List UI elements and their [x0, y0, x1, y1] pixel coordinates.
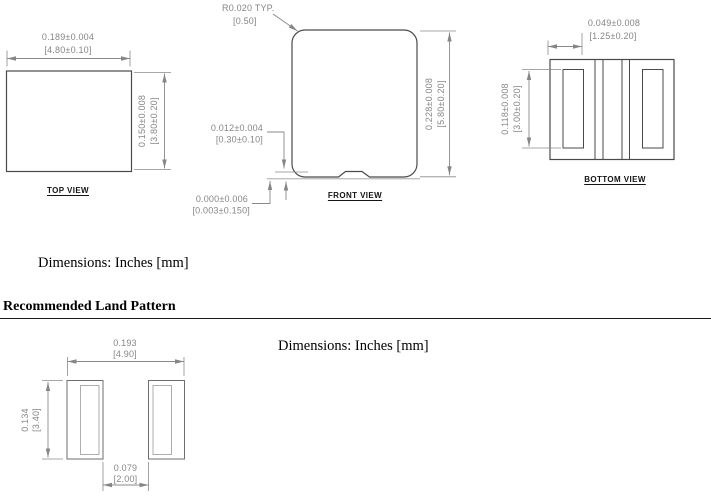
section-divider: [0, 318, 711, 319]
dim-text-bottom-pad-height-mm: [3.00±0.20]: [512, 85, 522, 133]
dim-text-front-height-in: 0.228±0.008: [424, 77, 434, 131]
land-pattern-heading: Recommended Land Pattern: [3, 299, 176, 314]
dim-text-top-width-in: 0.189±0.004: [41, 32, 95, 42]
front-view-label: FRONT VIEW: [327, 191, 383, 200]
dim-text-land-gap-in: 0.079: [113, 463, 138, 473]
dim-text-top-width-mm: [4.80±0.10]: [44, 45, 92, 55]
dim-text-front-radius-mm: [0.50]: [233, 16, 257, 26]
dim-text-front-step-mm: [0.30±0.10]: [215, 134, 263, 145]
land-pattern-pad-right: [149, 381, 185, 460]
leader-line-radius: [273, 14, 298, 31]
bottom-view-pad-left: [563, 70, 584, 149]
dim-text-land-height-mm: [3.40]: [31, 408, 41, 432]
dim-text-top-height-mm: [3.80±0.20]: [149, 97, 159, 145]
front-view-outline: [292, 30, 417, 177]
dimensions-note-2: Dimensions: Inches [mm]: [278, 338, 429, 354]
bottom-view-outline: [550, 60, 674, 160]
dim-text-front-coplanarity-mm: [0.003±0.150]: [192, 205, 250, 216]
dim-text-land-width-in: 0.193: [113, 338, 137, 348]
dim-text-land-height-in: 0.134: [20, 408, 30, 432]
dim-text-front-height-mm: [5.80±0.20]: [436, 80, 446, 128]
dim-text-front-step-in: 0.012±0.004: [210, 123, 263, 133]
top-view-label: TOP VIEW: [46, 186, 90, 195]
dim-text-bottom-pad-height-in: 0.118±0.008: [500, 83, 510, 135]
land-pattern-pad-left-inner: [81, 386, 100, 455]
leader-line-step: [267, 132, 284, 169]
dim-text-bottom-pad-width-mm: [1.25±0.20]: [589, 31, 637, 41]
dim-text-land-gap-mm: [2.00]: [113, 474, 138, 484]
dim-text-top-height-in: 0.150±0.008: [137, 94, 147, 148]
dim-text-land-width-mm: [4.90]: [113, 349, 137, 359]
land-pattern-pad-left: [67, 381, 103, 460]
bottom-view-label: BOTTOM VIEW: [584, 175, 646, 184]
dimensions-note-1: Dimensions: Inches [mm]: [38, 255, 189, 271]
top-view-outline: [7, 71, 132, 172]
leader-line-coplanarity: [252, 181, 270, 204]
dim-text-front-radius-in: R0.020 TYP.: [222, 3, 275, 13]
land-pattern-pad-right-inner: [153, 386, 172, 455]
dim-text-bottom-pad-width-in: 0.049±0.008: [587, 18, 641, 28]
dim-text-front-coplanarity-in: 0.000±0.006: [195, 194, 248, 204]
bottom-view-pad-right: [643, 70, 664, 149]
